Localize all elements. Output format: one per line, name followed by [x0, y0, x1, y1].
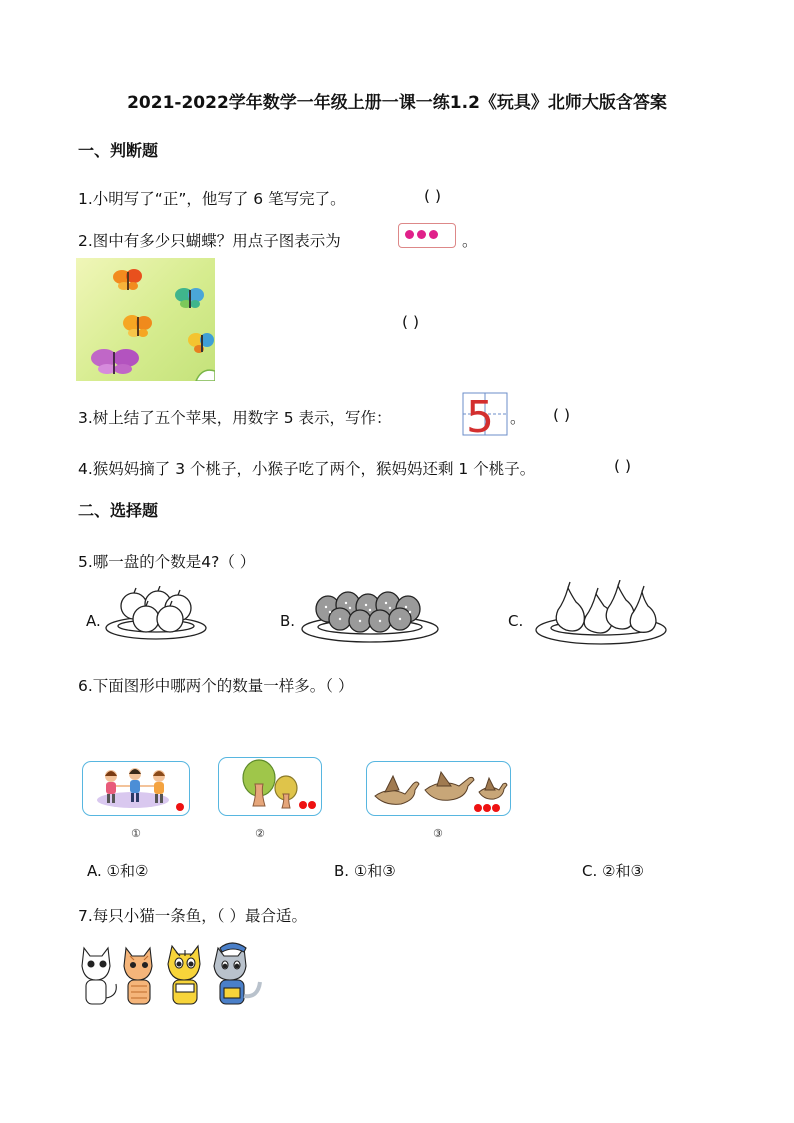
plate-of-strawberries-image: [300, 585, 440, 647]
digit-five: 5: [466, 392, 494, 436]
red-dot: [474, 804, 482, 812]
red-dot: [299, 801, 307, 809]
question-1-text: 1.小明写了“正”，他写了 6 笔写完了。: [78, 190, 346, 208]
question-3-text: 3.树上结了五个苹果，用数字 5 表示，写作：: [78, 409, 392, 427]
question-1-answer-blank[interactable]: ( ): [424, 187, 442, 205]
card-label-2: ②: [255, 827, 265, 840]
question-4-text: 4.猴妈妈摘了 3 个桃子，小猴子吃了两个，猴妈妈还剩 1 个桃子。: [78, 460, 536, 478]
goose-icon: [375, 776, 419, 804]
plate-of-pears-image: [534, 580, 668, 648]
question-3-answer-blank[interactable]: ( ): [553, 406, 571, 424]
section-heading-judge: 一、判断题: [78, 141, 159, 160]
question-5-text: 5.哪一盘的个数是4?（ ）: [78, 553, 256, 571]
cat-icon: [124, 948, 152, 1004]
picture-card-children: [82, 761, 190, 816]
butterfly-icon: [113, 269, 142, 290]
red-dot: [176, 803, 184, 811]
dot: [405, 230, 414, 239]
question-2-period: 。: [462, 232, 478, 250]
cat-icon: [214, 943, 260, 1004]
tree-icon: [243, 760, 275, 806]
butterfly-icon: [175, 288, 204, 308]
card-label-1: ①: [131, 827, 141, 840]
butterfly-icon: [91, 349, 139, 374]
butterflies-image: [76, 258, 215, 381]
question-5-option-a[interactable]: A.: [86, 612, 101, 630]
kittens-image: [76, 938, 270, 1008]
section-heading-choice: 二、选择题: [78, 501, 159, 520]
question-4-answer-blank[interactable]: ( ): [614, 457, 632, 475]
question-3-period: 。: [510, 409, 526, 427]
goose-icon: [425, 772, 474, 800]
question-2-text: 2.图中有多少只蝴蝶？用点子图表示为: [78, 232, 341, 250]
picture-card-geese: [366, 761, 511, 816]
cat-icon: [82, 948, 116, 1004]
tree-icon: [275, 776, 297, 808]
dot: [429, 230, 438, 239]
butterfly-icon: [188, 333, 214, 353]
red-dot: [483, 804, 491, 812]
digit-five-writing-grid: [462, 392, 508, 436]
question-6-option-a[interactable]: A. ①和②: [87, 862, 149, 880]
goose-icon: [479, 778, 507, 799]
dot-diagram-box: [398, 223, 456, 248]
question-2-answer-blank[interactable]: ( ): [402, 313, 420, 331]
question-5-option-b[interactable]: B.: [280, 612, 296, 630]
picture-card-trees: [218, 757, 322, 816]
dot: [417, 230, 426, 239]
question-7-text: 7.每只小猫一条鱼，（ ）最合适。: [78, 907, 307, 925]
question-6-text: 6.下面图形中哪两个的数量一样多。（ ）: [78, 677, 354, 695]
question-6-option-c[interactable]: C. ②和③: [582, 862, 644, 880]
cat-icon: [168, 946, 200, 1004]
question-6-option-b[interactable]: B. ①和③: [334, 862, 396, 880]
page-title: 2021-2022学年数学一年级上册一课一练1.2《玩具》北师大版含答案: [127, 93, 667, 113]
question-5-option-c[interactable]: C.: [508, 612, 524, 630]
red-dot: [492, 804, 500, 812]
card-label-3: ③: [433, 827, 443, 840]
butterflies-illustration: [76, 258, 215, 381]
red-dot: [308, 801, 316, 809]
plate-of-apples-image: [104, 586, 208, 646]
butterfly-icon: [123, 315, 152, 337]
